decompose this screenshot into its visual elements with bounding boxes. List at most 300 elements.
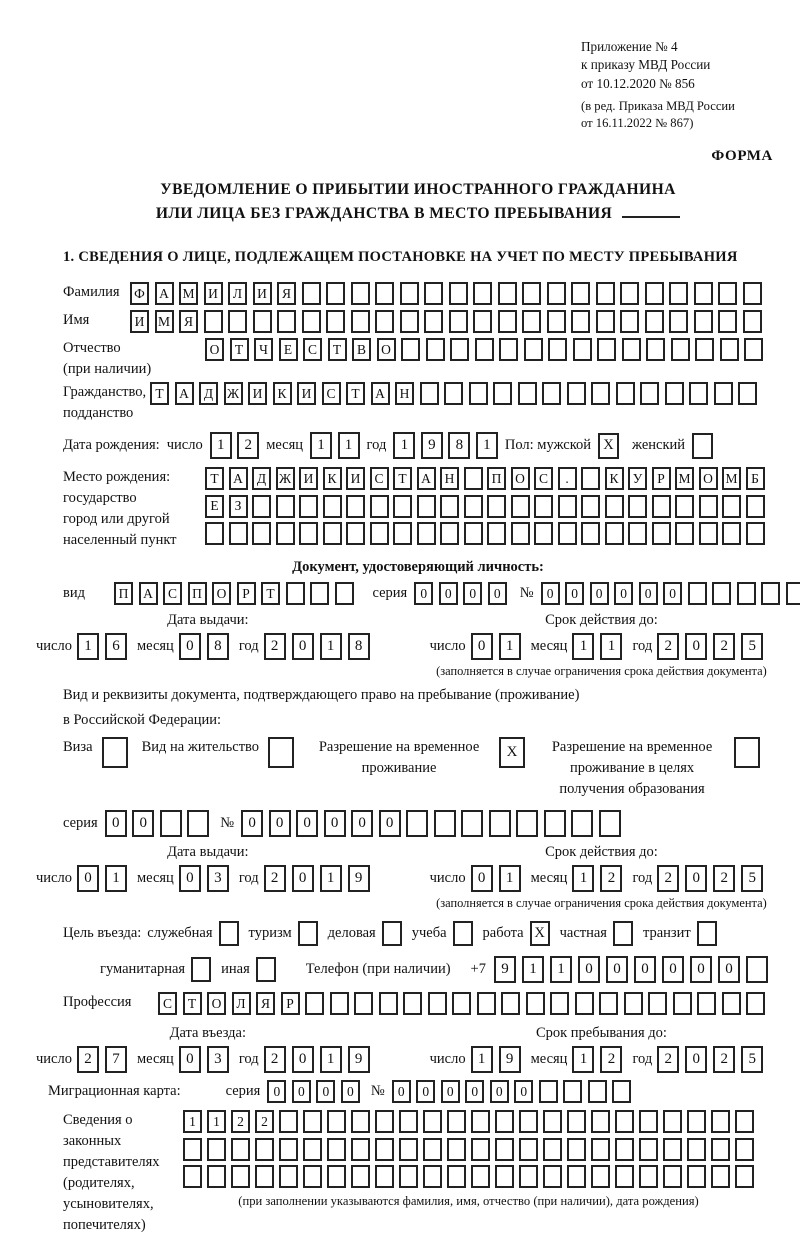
purpose-rabota-checkbox[interactable]: X [530,921,550,946]
char-cell[interactable] [253,310,272,333]
char-cell[interactable] [464,522,483,545]
char-cell[interactable]: 9 [499,1046,521,1073]
char-cell[interactable] [516,810,538,837]
char-cell[interactable]: У [628,467,647,490]
char-cell[interactable] [567,1165,586,1188]
char-cell[interactable]: 7 [105,1046,127,1073]
char-cell[interactable] [622,338,641,361]
char-cell[interactable]: 6 [105,633,127,660]
char-cell[interactable] [277,310,296,333]
char-cell[interactable] [663,1110,682,1133]
char-cell[interactable] [471,1138,490,1161]
char-cell[interactable] [581,495,600,518]
char-cell[interactable] [303,1110,322,1133]
char-cell[interactable] [534,522,553,545]
char-cell[interactable] [327,1138,346,1161]
char-cell[interactable]: Д [199,382,218,405]
char-cell[interactable]: 9 [348,865,370,892]
char-cell[interactable] [279,1138,298,1161]
char-cell[interactable]: 2 [657,633,679,660]
char-cell[interactable]: 1 [499,865,521,892]
char-cell[interactable] [393,522,412,545]
char-cell[interactable]: 0 [416,1080,435,1103]
char-cell[interactable]: 0 [541,582,560,605]
char-cell[interactable]: 0 [414,582,433,605]
char-cell[interactable] [711,1165,730,1188]
char-cell[interactable] [735,1165,754,1188]
char-cell[interactable]: Д [252,467,271,490]
char-cell[interactable] [335,582,354,605]
char-cell[interactable] [406,810,428,837]
char-cell[interactable]: 1 [550,956,572,983]
char-cell[interactable] [735,1138,754,1161]
char-cell[interactable]: 0 [514,1080,533,1103]
char-cell[interactable]: Н [395,382,414,405]
char-cell[interactable] [543,1110,562,1133]
char-cell[interactable]: 1 [572,1046,594,1073]
char-cell[interactable] [279,1110,298,1133]
char-cell[interactable] [420,382,439,405]
char-cell[interactable] [449,282,468,305]
temp-residence-edu-checkbox[interactable] [734,737,760,768]
char-cell[interactable]: 0 [105,810,127,837]
char-cell[interactable]: К [323,467,342,490]
char-cell[interactable]: В [352,338,371,361]
char-cell[interactable] [255,1165,274,1188]
char-cell[interactable] [581,522,600,545]
char-cell[interactable] [699,522,718,545]
char-cell[interactable] [354,992,373,1015]
char-cell[interactable]: А [155,282,174,305]
char-cell[interactable]: 0 [392,1080,411,1103]
char-cell[interactable]: Я [277,282,296,305]
char-cell[interactable] [615,1165,634,1188]
char-cell[interactable]: 2 [600,1046,622,1073]
char-cell[interactable]: 1 [320,633,342,660]
char-cell[interactable] [469,382,488,405]
char-cell[interactable]: 0 [269,810,291,837]
char-cell[interactable] [231,1138,250,1161]
char-cell[interactable] [426,338,445,361]
char-cell[interactable] [605,522,624,545]
char-cell[interactable] [687,1165,706,1188]
char-cell[interactable] [351,1138,370,1161]
char-cell[interactable]: 0 [590,582,609,605]
char-cell[interactable] [645,310,664,333]
char-cell[interactable] [375,310,394,333]
char-cell[interactable] [495,1110,514,1133]
char-cell[interactable] [786,582,800,605]
char-cell[interactable] [605,495,624,518]
char-cell[interactable] [461,810,483,837]
char-cell[interactable]: 0 [685,1046,707,1073]
char-cell[interactable] [737,582,756,605]
char-cell[interactable]: 0 [292,633,314,660]
char-cell[interactable]: С [370,467,389,490]
char-cell[interactable]: 8 [348,633,370,660]
char-cell[interactable] [663,1138,682,1161]
char-cell[interactable]: 2 [77,1046,99,1073]
char-cell[interactable] [205,522,224,545]
char-cell[interactable] [327,1165,346,1188]
char-cell[interactable] [534,495,553,518]
char-cell[interactable] [183,1165,202,1188]
char-cell[interactable] [424,310,443,333]
char-cell[interactable] [547,282,566,305]
char-cell[interactable] [423,1138,442,1161]
char-cell[interactable]: 3 [207,1046,229,1073]
char-cell[interactable]: Ф [130,282,149,305]
char-cell[interactable] [511,522,530,545]
char-cell[interactable] [498,282,517,305]
char-cell[interactable] [675,522,694,545]
char-cell[interactable] [423,1110,442,1133]
char-cell[interactable]: 2 [264,1046,286,1073]
char-cell[interactable] [588,1080,607,1103]
char-cell[interactable] [548,338,567,361]
temp-residence-checkbox[interactable]: X [499,737,525,768]
char-cell[interactable] [596,282,615,305]
char-cell[interactable]: С [303,338,322,361]
char-cell[interactable] [187,810,209,837]
char-cell[interactable] [299,495,318,518]
char-cell[interactable]: 0 [292,1080,311,1103]
char-cell[interactable] [518,382,537,405]
residence-permit-checkbox[interactable] [268,737,294,768]
char-cell[interactable] [687,1110,706,1133]
char-cell[interactable] [440,495,459,518]
char-cell[interactable] [539,1080,558,1103]
char-cell[interactable] [379,992,398,1015]
char-cell[interactable]: 1 [393,432,415,459]
char-cell[interactable] [160,810,182,837]
char-cell[interactable]: Н [440,467,459,490]
char-cell[interactable] [665,382,684,405]
purpose-gumanitarnaya-checkbox[interactable] [191,957,211,982]
char-cell[interactable]: 0 [132,810,154,837]
char-cell[interactable] [522,310,541,333]
char-cell[interactable]: И [299,467,318,490]
char-cell[interactable] [303,1138,322,1161]
char-cell[interactable]: 0 [324,810,346,837]
char-cell[interactable]: 1 [600,633,622,660]
char-cell[interactable]: 0 [341,1080,360,1103]
char-cell[interactable]: 1 [320,1046,342,1073]
char-cell[interactable]: О [207,992,226,1015]
char-cell[interactable]: 2 [264,633,286,660]
char-cell[interactable] [501,992,520,1015]
char-cell[interactable] [519,1110,538,1133]
char-cell[interactable]: 0 [379,810,401,837]
char-cell[interactable]: 5 [741,633,763,660]
char-cell[interactable]: З [229,495,248,518]
char-cell[interactable]: А [175,382,194,405]
char-cell[interactable] [375,282,394,305]
char-cell[interactable] [743,310,762,333]
char-cell[interactable] [612,1080,631,1103]
char-cell[interactable]: 1 [210,432,232,459]
char-cell[interactable]: 0 [179,865,201,892]
char-cell[interactable]: Б [746,467,765,490]
char-cell[interactable] [615,1110,634,1133]
char-cell[interactable]: О [205,338,224,361]
char-cell[interactable] [544,810,566,837]
char-cell[interactable]: 2 [657,1046,679,1073]
char-cell[interactable] [229,522,248,545]
char-cell[interactable]: А [371,382,390,405]
char-cell[interactable]: Р [237,582,256,605]
char-cell[interactable] [423,1165,442,1188]
char-cell[interactable]: 1 [499,633,521,660]
char-cell[interactable] [449,310,468,333]
purpose-sluzhebnaya-checkbox[interactable] [219,921,239,946]
char-cell[interactable] [711,1138,730,1161]
char-cell[interactable] [471,1110,490,1133]
char-cell[interactable] [447,1110,466,1133]
char-cell[interactable] [204,310,223,333]
char-cell[interactable] [673,992,692,1015]
char-cell[interactable] [403,992,422,1015]
char-cell[interactable]: 0 [441,1080,460,1103]
char-cell[interactable] [746,992,765,1015]
char-cell[interactable] [370,495,389,518]
char-cell[interactable] [663,1165,682,1188]
char-cell[interactable] [424,282,443,305]
char-cell[interactable] [428,992,447,1015]
char-cell[interactable]: Р [652,467,671,490]
char-cell[interactable] [648,992,667,1015]
char-cell[interactable] [620,282,639,305]
char-cell[interactable]: 0 [606,956,628,983]
char-cell[interactable] [464,495,483,518]
char-cell[interactable]: 5 [741,865,763,892]
char-cell[interactable] [746,522,765,545]
char-cell[interactable] [722,495,741,518]
char-cell[interactable]: 0 [241,810,263,837]
char-cell[interactable]: Ж [276,467,295,490]
char-cell[interactable] [571,810,593,837]
char-cell[interactable] [447,1138,466,1161]
char-cell[interactable] [669,310,688,333]
char-cell[interactable] [303,1165,322,1188]
char-cell[interactable]: 0 [77,865,99,892]
char-cell[interactable] [597,338,616,361]
char-cell[interactable]: К [273,382,292,405]
char-cell[interactable] [400,282,419,305]
char-cell[interactable] [346,522,365,545]
char-cell[interactable] [305,992,324,1015]
char-cell[interactable]: 1 [572,865,594,892]
char-cell[interactable] [252,522,271,545]
char-cell[interactable] [688,582,707,605]
char-cell[interactable]: 5 [741,1046,763,1073]
char-cell[interactable] [279,1165,298,1188]
char-cell[interactable]: Т [230,338,249,361]
visa-checkbox[interactable] [102,737,128,768]
char-cell[interactable] [591,1110,610,1133]
char-cell[interactable] [473,282,492,305]
char-cell[interactable] [652,495,671,518]
char-cell[interactable]: 1 [310,432,332,459]
char-cell[interactable]: А [229,467,248,490]
char-cell[interactable] [567,382,586,405]
char-cell[interactable] [327,1110,346,1133]
char-cell[interactable] [599,810,621,837]
char-cell[interactable]: Я [256,992,275,1015]
char-cell[interactable]: 0 [471,865,493,892]
char-cell[interactable] [519,1138,538,1161]
char-cell[interactable]: Т [346,382,365,405]
char-cell[interactable] [375,1110,394,1133]
char-cell[interactable] [489,810,511,837]
char-cell[interactable]: П [188,582,207,605]
char-cell[interactable] [326,282,345,305]
char-cell[interactable]: 2 [713,865,735,892]
char-cell[interactable]: М [179,282,198,305]
char-cell[interactable]: Е [205,495,224,518]
char-cell[interactable] [591,1165,610,1188]
char-cell[interactable] [694,310,713,333]
char-cell[interactable]: И [253,282,272,305]
char-cell[interactable]: 1 [471,1046,493,1073]
char-cell[interactable] [640,382,659,405]
char-cell[interactable]: Т [150,382,169,405]
char-cell[interactable] [671,338,690,361]
char-cell[interactable] [699,495,718,518]
char-cell[interactable] [524,338,543,361]
char-cell[interactable] [450,338,469,361]
char-cell[interactable]: 1 [183,1110,202,1133]
char-cell[interactable] [616,382,635,405]
char-cell[interactable] [743,282,762,305]
char-cell[interactable] [697,992,716,1015]
char-cell[interactable] [498,310,517,333]
char-cell[interactable] [711,1110,730,1133]
char-cell[interactable] [575,992,594,1015]
char-cell[interactable] [522,282,541,305]
char-cell[interactable]: 0 [718,956,740,983]
char-cell[interactable] [542,382,561,405]
char-cell[interactable]: 0 [179,633,201,660]
char-cell[interactable] [639,1138,658,1161]
char-cell[interactable]: 0 [639,582,658,605]
char-cell[interactable]: С [163,582,182,605]
char-cell[interactable] [761,582,780,605]
char-cell[interactable] [487,495,506,518]
char-cell[interactable]: 0 [292,1046,314,1073]
char-cell[interactable]: И [130,310,149,333]
char-cell[interactable] [346,495,365,518]
char-cell[interactable]: 0 [663,582,682,605]
char-cell[interactable] [255,1138,274,1161]
char-cell[interactable]: 3 [207,865,229,892]
char-cell[interactable] [440,522,459,545]
char-cell[interactable]: 0 [614,582,633,605]
char-cell[interactable]: 1 [105,865,127,892]
char-cell[interactable]: Т [205,467,224,490]
char-cell[interactable]: 1 [77,633,99,660]
char-cell[interactable] [375,1138,394,1161]
char-cell[interactable] [563,1080,582,1103]
char-cell[interactable] [624,992,643,1015]
char-cell[interactable]: 0 [565,582,584,605]
char-cell[interactable] [401,338,420,361]
char-cell[interactable] [718,310,737,333]
char-cell[interactable]: 1 [207,1110,226,1133]
char-cell[interactable] [252,495,271,518]
char-cell[interactable] [231,1165,250,1188]
char-cell[interactable] [735,1110,754,1133]
char-cell[interactable] [639,1165,658,1188]
char-cell[interactable] [550,992,569,1015]
char-cell[interactable]: Л [228,282,247,305]
char-cell[interactable] [323,522,342,545]
char-cell[interactable]: 2 [713,1046,735,1073]
char-cell[interactable] [323,495,342,518]
char-cell[interactable]: Т [261,582,280,605]
char-cell[interactable]: 2 [657,865,679,892]
char-cell[interactable]: 0 [351,810,373,837]
char-cell[interactable]: Т [183,992,202,1015]
char-cell[interactable] [571,310,590,333]
char-cell[interactable]: 1 [320,865,342,892]
char-cell[interactable] [652,522,671,545]
char-cell[interactable]: А [417,467,436,490]
char-cell[interactable]: Я [179,310,198,333]
char-cell[interactable] [543,1138,562,1161]
char-cell[interactable]: Т [393,467,412,490]
char-cell[interactable] [694,282,713,305]
char-cell[interactable] [375,1165,394,1188]
char-cell[interactable] [639,1110,658,1133]
char-cell[interactable] [399,1165,418,1188]
char-cell[interactable] [400,310,419,333]
gender-male-checkbox[interactable]: X [598,433,619,459]
char-cell[interactable] [452,992,471,1015]
char-cell[interactable] [675,495,694,518]
char-cell[interactable] [276,522,295,545]
char-cell[interactable] [628,495,647,518]
char-cell[interactable] [351,1110,370,1133]
char-cell[interactable] [299,522,318,545]
char-cell[interactable] [487,522,506,545]
char-cell[interactable]: 0 [634,956,656,983]
char-cell[interactable]: 0 [296,810,318,837]
char-cell[interactable] [351,1165,370,1188]
char-cell[interactable]: Ж [224,382,243,405]
char-cell[interactable]: С [322,382,341,405]
char-cell[interactable]: 9 [421,432,443,459]
char-cell[interactable] [471,1165,490,1188]
char-cell[interactable]: О [511,467,530,490]
char-cell[interactable]: 2 [713,633,735,660]
char-cell[interactable]: 2 [600,865,622,892]
char-cell[interactable]: И [248,382,267,405]
char-cell[interactable] [393,495,412,518]
char-cell[interactable]: 0 [267,1080,286,1103]
char-cell[interactable] [326,310,345,333]
char-cell[interactable] [464,467,483,490]
char-cell[interactable]: М [155,310,174,333]
char-cell[interactable]: О [212,582,231,605]
char-cell[interactable]: О [699,467,718,490]
char-cell[interactable] [207,1138,226,1161]
char-cell[interactable] [573,338,592,361]
char-cell[interactable]: П [114,582,133,605]
char-cell[interactable] [547,310,566,333]
char-cell[interactable] [581,467,600,490]
char-cell[interactable] [399,1138,418,1161]
